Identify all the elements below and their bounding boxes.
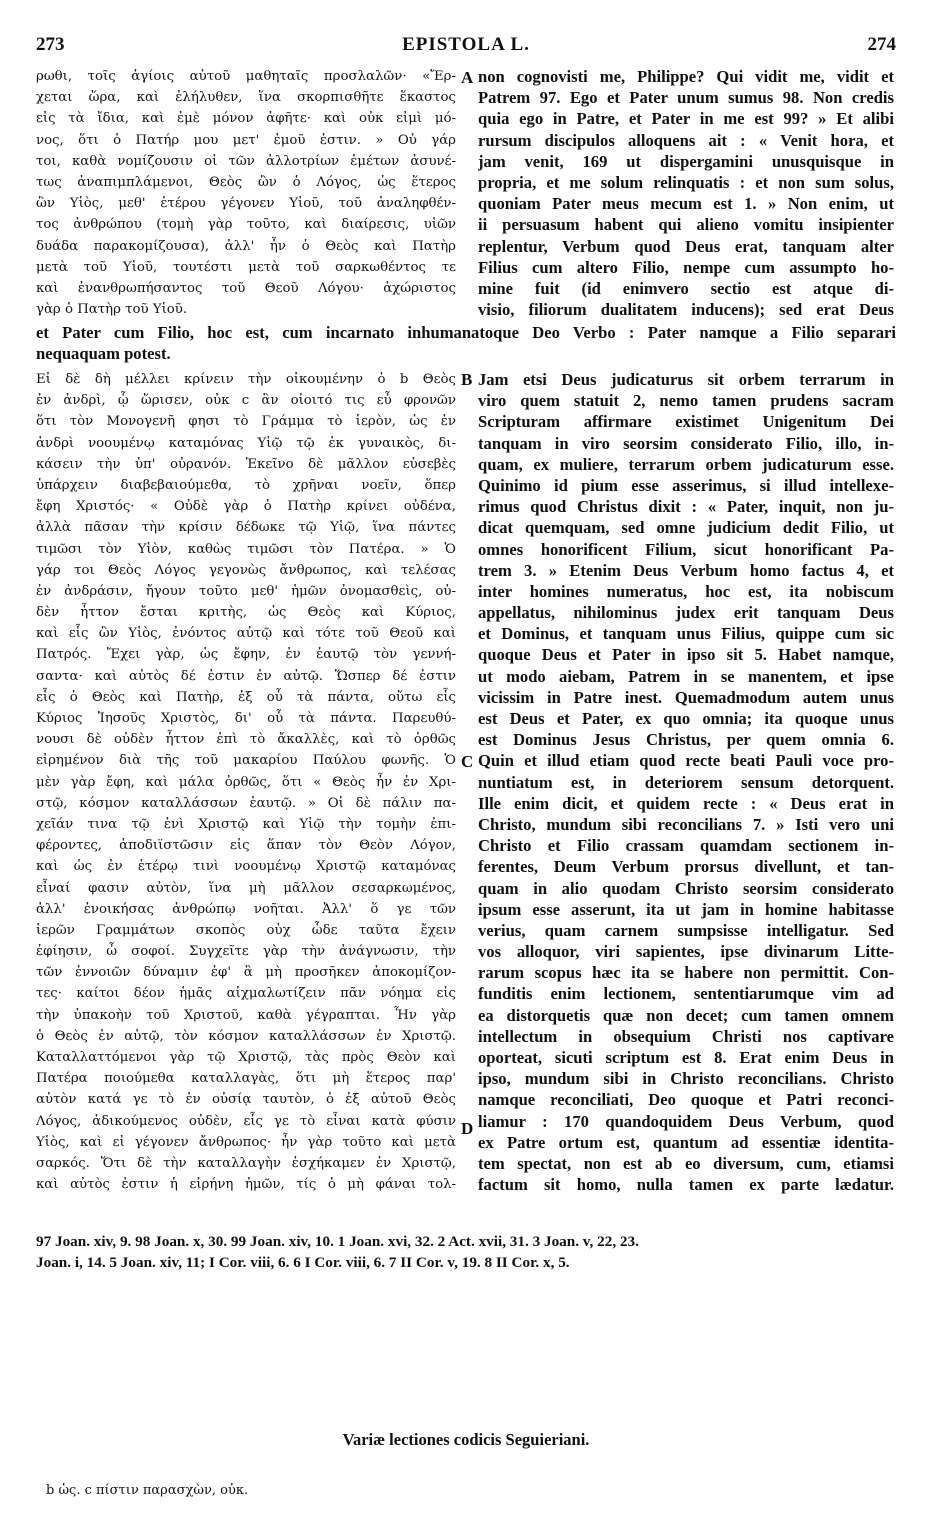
latin-text-line: trem 3. » Etenim Deus Verbum homo factus 4, et	[478, 560, 894, 580]
greek-text-line: εἶναί φασιν αὐτὸν, ἵνα μὴ μᾶλλον σεσαρκωμένος,	[36, 880, 456, 896]
running-header	[36, 34, 896, 60]
greek-text-line: τῶν ἐννοιῶν δύναμιν ἐφ' ἃ μὴ προσῆκεν ἀποκομίζον-	[36, 965, 456, 981]
greek-text-line: νος, ὅτι ὁ Πατήρ μου μετ' ἐμοῦ ἐστιν. » Οὐ γάρ	[36, 132, 456, 148]
greek-text-line: ὑπάρχειν διαβεβαιούμεθα, τὸ χρῆναι νοεῖν, ὅπερ	[36, 477, 456, 493]
latin-text-line: factum sit homo, nulla tamen ex parte lædatur.	[478, 1175, 894, 1195]
greek-text-line: τιμῶσι τὸν Υἱὸν, καθὼς τιμῶσι τὸν Πατέρα. » Ὁ	[36, 541, 456, 557]
latin-text-line: est Deus et Pater, ex quo omnia; ita quoque unus	[478, 709, 894, 728]
greek-text-line: Εἰ δὲ δὴ μέλλει κρίνειν τὴν οἰκουμένην ὁ b Θεὸς	[36, 372, 456, 387]
footnote-line: Joan. i, 14. 5 Joan. xiv, 11; I Cor. viii, 6. 6 I Cor. viii, 6. 7 II Cor. v, 19. 8 II Cor. x, 5.	[36, 1254, 570, 1272]
top-greek-column	[36, 66, 456, 320]
main-latin-column	[478, 369, 894, 1195]
greek-text-line: σαντα· καὶ αὐτὸς δέ ἐστιν ἐν αὐτῷ. Ὥσπερ δέ ἐστιν	[36, 668, 456, 684]
latin-text-line: ii persuasum habent qui alieno vomitu insipienter	[478, 215, 894, 235]
main-greek-column	[36, 369, 456, 1195]
greek-text-line: ρωθι, τοῖς ἁγίοις αὐτοῦ μαθηταῖς προσλαλῶν· «Ἔρ-	[36, 69, 456, 84]
latin-text-line: funditis enim lectionem, sententiarumque vim ad	[478, 984, 894, 1004]
greek-text-line: Υἱὸς, καὶ εἰ γέγονεν ἄνθρωπος· ἦν γὰρ τοῦτο καὶ μετὰ	[36, 1134, 456, 1150]
latin-text-line: Christo, mundum sibi reconcilians 7. » Isti vero uni	[478, 814, 894, 834]
latin-text-line: ex Patre ortum est, quantum ad essentiæ identita-	[478, 1132, 894, 1152]
latin-text-line: mine fuit (id enimvero sectio est atque di-	[478, 278, 894, 298]
latin-text-line: tem spectat, non est ab eo diversum, cum, etiamsi	[478, 1153, 894, 1173]
latin-text-line: quoque Deus et Pater in ipso sit 5. Habet namque,	[478, 645, 894, 665]
greek-text-line: νουσι δὲ οὐδὲν ἧττον ἐπὶ τὸ ἄκαλλὲς, καὶ τὸ ὀρθῶς	[36, 732, 456, 748]
latin-text-line: Jam etsi Deus judicaturus sit orbem terrarum in	[478, 370, 894, 389]
latin-text-line: rimus quod Christus dixit : « Pater, inquit, non ju-	[478, 497, 894, 517]
greek-text-line: καὶ ἐνανθρωπήσαντος τοῦ Θεοῦ Λόγου· ἀχώριστος	[36, 280, 456, 296]
greek-text-line: χεῖάν τινα τῷ ἑνὶ Χριστῷ καὶ Υἱῷ τὴν τομὴν ἐπι-	[36, 816, 456, 832]
latin-text-line: inter homines numeratus, hoc est, ita nobiscum	[478, 581, 894, 601]
greek-text-line: εἰς τὰ ἴδια, καὶ ἐμὲ μόνον ἀφῆτε· καὶ οὐκ εἰμὶ μό-	[36, 111, 456, 127]
margin-marker-d: D	[461, 1119, 474, 1138]
running-title: EPISTOLA L.	[402, 34, 530, 55]
latin-text-line: ipsum esse asserunt, ita ut jam in homine habitasse	[478, 899, 894, 919]
latin-text-line: est Dominus Jesus Christus, per quem omnia 6.	[478, 730, 894, 750]
greek-text-line: μετὰ τοῦ Υἱοῦ, τουτέστι μετὰ τοῦ σαρκωθέντος τε	[36, 259, 456, 275]
variae-lectiones-title: Variæ lectiones codicis Seguieriani.	[342, 1430, 590, 1449]
latin-text-line: visio, filiorum dualitatem inducens); sed erat Deus	[478, 300, 894, 320]
greek-text-line: εἰρημένον διὰ τῆς τοῦ μακαρίου Παύλου φωνῆς. Ὁ	[36, 753, 456, 769]
greek-text-line: γὰρ ὁ Πατὴρ τοῦ Υἱοῦ.	[36, 302, 188, 318]
margin-marker-c: C	[461, 752, 474, 771]
latin-text-line: Scripturam affirmare existimet Unigenitum Dei	[478, 412, 894, 432]
greek-text-line: τὴν ὑπακοὴν τοῦ Χριστοῦ, καθὰ γέγραπται. Ἦν γὰρ	[36, 1007, 456, 1023]
greek-text-line: ἀνδρὶ νοουμένῳ καταμόνας Υἱῷ τῷ ἐκ γυναικὸς, δι-	[36, 435, 456, 451]
latin-text-line: quoniam Pater meus mecum est 1. » Non enim, ut	[478, 194, 894, 214]
latin-text-line: Christo et Filio crassam quamdam sectionem in-	[478, 836, 894, 856]
top-latin-column	[478, 66, 894, 320]
greek-text-line: καὶ αὐτὸς ἐστιν ἡ εἰρήνη ἡμῶν, τίς ὁ μὴ φάναι τολ-	[36, 1177, 456, 1193]
latin-text-line: Quin et illud etiam quod recte beati Pauli voce pro-	[478, 751, 894, 771]
greek-text-line: Λόγος, ἀδικούμενος οὐδὲν, εἷς γε τὸ εἶναι κατὰ φύσιν	[36, 1113, 456, 1129]
greek-text-line: Πατρός. Ἔχει γὰρ, ὡς ἔφην, ἐν ἑαυτῷ τὸν γεννή-	[36, 647, 456, 663]
latin-text-line: Filius cum altero Filio, nempe cum assumpto ho-	[478, 257, 894, 277]
greek-text-line: τος ἀνθρώπου (τομὴ γὰρ τοῦτο, καὶ διαίρεσις, υἱῶν	[36, 217, 456, 233]
latin-text-line: jam venit, 169 ut dispergamini unusquisque in	[478, 151, 894, 171]
latin-text-line: et Pater cum Filio, hoc est, cum incarnato inhumanatoque Deo Verbo : Pater namque a Filio separari	[36, 323, 896, 342]
latin-text-line: liamur : 170 quandoquidem Deus Verbum, quod	[478, 1111, 894, 1131]
greek-text-line: Κύριος Ἰησοῦς Χριστὸς, δι' οὗ τὰ πάντα. Παρευθύ-	[36, 711, 456, 726]
latin-text-line: oporteat, sicuti scriptum est 8. Erat enim Deus in	[478, 1048, 894, 1067]
right-page-number: 274	[867, 34, 896, 55]
greek-text-line: στῷ, κόσμον καταλλάσσων ἑαυτῷ. » Οἱ δὲ πάλιν πα-	[36, 795, 456, 811]
latin-text-line: vos alloquor, viri sapientes, ipse divinarum Litte-	[478, 942, 894, 962]
greek-text-line: ἱερῶν Γραμμάτων σκοπὸς οὐχ ὧδε ταῦτα ἔχειν	[36, 922, 456, 938]
greek-text-line: δυάδα παρακομίζουσα), ἀλλ' ἦν ὁ Θεὸς καὶ Πατὴρ	[36, 238, 456, 254]
latin-text-line: Patrem 97. Ego et Pater unum sumus 98. Non credis	[478, 88, 894, 108]
full-width-latin	[36, 322, 896, 364]
latin-text-line: Quinimo id pium esse asserimus, si illud intellexe-	[478, 475, 894, 495]
latin-text-line: quia ego in Patre, et Pater in me est 99? » Et alibi	[478, 109, 894, 129]
latin-text-line: et Dominus, et tanquam unus Filius, quippe cum sic	[478, 624, 894, 644]
greek-text-line: ἐν ἀνδρὶ, ᾧ ὥρισεν, οὐκ c ἂν οἰοιτό τις εὖ φρονῶν	[36, 393, 456, 409]
footnote-line: 97 Joan. xiv, 9. 98 Joan. x, 30. 99 Joan. xiv, 10. 1 Joan. xvi, 32. 2 Act. xvii, 31. 3 Joan. v, 22, 23.	[36, 1233, 639, 1250]
greek-text-line: ὢν Υἱὸς, μεθ' ἑτέρου γέγονεν Υἱοῦ, τοῦ ἀναληφθέν-	[36, 196, 456, 212]
greek-text-line: ἀλλὰ πᾶσαν τὴν κρίσιν δέδωκε τῷ Υἱῷ, ἵνα πάντες	[36, 520, 456, 536]
variae-lectiones-line: b ὡς. c πίστιν παρασχὼν, οὐκ.	[46, 1483, 249, 1498]
latin-text-line: ut modo aiebam, Patrem in se manentem, et ipse	[478, 666, 894, 686]
latin-text-line: replentur, Verbum quod Deus erat, tanquam alter	[478, 236, 894, 256]
left-page-number: 273	[36, 34, 65, 55]
greek-text-line: αὐτὸν κατά γε τὸ ἐν οὐσίᾳ ταυτὸν, ὁ ἐξ αὐτοῦ Θεὸς	[36, 1092, 456, 1108]
greek-text-line: ὁ Θεὸς ἐν αὐτῷ, τὸν κόσμον καταλλάσσων ἐν Χριστῷ.	[36, 1028, 456, 1044]
greek-text-line: χεται ὥρα, καὶ ἐλήλυθεν, ἵνα σκορπισθῆτε ἕκαστος	[36, 90, 456, 106]
greek-text-line: δὲν ἧττον ἔσται κριτὴς, ὡς Θεὸς καὶ Κύριος,	[36, 605, 456, 621]
greek-text-line: τως ἀναπιμπλάμενοι, Θεὸς ὢν ὁ Λόγος, ὡς ἕτερος	[36, 174, 456, 190]
latin-text-line: propria, et me solum relinquatis : et non sum solus,	[478, 172, 894, 192]
latin-text-line: tanquam in viro seorsim considerato Filio, illo, in-	[478, 433, 894, 453]
greek-text-line: γάρ τοι Θεὸς Λόγος γεγονὼς ἄνθρωπος, καὶ τελέσας	[36, 562, 456, 578]
latin-text-line: namque reconciliati, Deo quoque et Patri reconci-	[478, 1090, 894, 1110]
greek-text-line: καὶ ὡς ἐν ἑτέρῳ τινὶ νοουμένῳ Χριστῷ καταμόνας	[36, 859, 456, 875]
greek-text-line: ἐν ἀνδράσιν, ἤγουν τοῦτο μεθ' ἡμῶν ὀνομασθεὶς, οὐ-	[36, 583, 456, 599]
greek-text-line: τες· καίτοι δέον ἡμᾶς αἰχμαλωτίζειν πᾶν νόημα εἰς	[36, 986, 456, 1002]
latin-text-line: nequaquam potest.	[36, 344, 171, 364]
latin-text-line: vicissim in Patre inest. Quemadmodum autem unus	[478, 687, 894, 707]
latin-text-line: ferentes, Deum Verbum prorsus divellunt, et tan-	[478, 857, 894, 877]
latin-text-line: dicat quemquam, sed omne judicium dedit Filio, ut	[478, 518, 894, 538]
latin-text-line: intellectum in obsequium Christi nos captivare	[478, 1026, 894, 1046]
margin-marker-a: A	[461, 68, 474, 87]
greek-text-line: σαρκός. Ὅτι δὲ τὴν καταλλαγὴν ἐσχήκαμεν ἐν Χριστῷ,	[36, 1155, 456, 1171]
latin-text-line: ea distorquetis quæ non decet; cum tamen omnem	[478, 1005, 894, 1025]
greek-text-line: ὅτι τὸν Μονογενῆ φησι τὸ Γράμμα τὸ ἱερὸν, ὡς ἐν	[36, 414, 456, 430]
latin-text-line: quam in alio quodam Christo seorsim considerato	[478, 878, 894, 898]
latin-text-line: omnes honorificent Filium, sicut honorificant Pa-	[478, 539, 894, 559]
latin-text-line: verius, quam carnem sumpsisse intelligatur. Sed	[478, 920, 894, 940]
latin-text-line: rursum discipulos alloquens ait : « Venit hora, et	[478, 130, 894, 150]
greek-text-line: καὶ εἷς ὢν Υἱὸς, ἐνόντος αὐτῷ καὶ τότε τοῦ Θεοῦ καὶ	[36, 626, 456, 642]
latin-text-line: quam, ex muliere, terrarum orbem judicaturum esse.	[478, 454, 894, 474]
latin-text-line: non cognovisti me, Philippe? Qui vidit me, vidit et	[478, 67, 894, 86]
latin-text-line: rarum scopus hæc ita se habere non permittit. Con-	[478, 963, 894, 983]
greek-text-line: φέροντες, ἀποδιϊστῶσιν εἰς ἅπαν τὸν Θεὸν Λόγον,	[36, 838, 456, 854]
latin-text-line: Ille enim dicit, et quidem recte : « Deus erat in	[478, 793, 894, 813]
latin-text-line: appellatus, nihilominus judex erit tanquam Deus	[478, 603, 894, 623]
footnotes	[36, 1232, 896, 1274]
greek-text-line: ἔφη Χριστός· « Οὐδὲ γὰρ ὁ Πατὴρ κρίνει οὐδένα,	[36, 499, 456, 515]
greek-text-line: ἀλλ' ἐνοικήσας ἀνθρώπῳ νοῆται. Ἀλλ' ὅ γε τῶν	[36, 901, 456, 917]
margin-marker-b: B	[461, 370, 473, 389]
latin-text-line: viro quem statuit 2, nemo tamen prudens sacram	[478, 391, 894, 411]
greek-text-line: Πατέρα ποιούμεθα καταλλαγὰς, ὅτι μὴ ἕτερος παρ'	[36, 1071, 456, 1087]
latin-text-line: nuntiatum est, in deteriorem sensum detorquent.	[478, 772, 894, 792]
latin-text-line: ipso, mundum sibi in Christo reconcilians. Christo	[478, 1069, 894, 1089]
greek-text-line: μὲν γὰρ ἔφη, καὶ μάλα ὀρθῶς, ὅτι « Θεὸς ἦν ἐν Χρι-	[36, 774, 456, 790]
greek-text-line: κάσειν τὴν ὑπ' οὐρανόν. Ἐκεῖνο δὲ μᾶλλον εὐσεβὲς	[36, 456, 456, 472]
greek-text-line: εἷς ὁ Θεὸς καὶ Πατὴρ, ἐξ οὗ τὰ πάντα, οὕτω εἷς	[36, 689, 456, 705]
greek-text-line: ἐφίησιν, ὦ σοφοί. Συγχεῖτε γὰρ τὴν ἀνάγνωσιν, τὴν	[36, 944, 456, 960]
greek-text-line: Καταλλαττόμενοι γὰρ τῷ Χριστῷ, τὰς πρὸς Θεὸν καὶ	[36, 1050, 456, 1065]
greek-text-line: τοι, καθὰ νομίζουσιν οἱ τῶν ἀλλοτρίων ἐμέτων ἀσυνέ-	[36, 153, 456, 169]
